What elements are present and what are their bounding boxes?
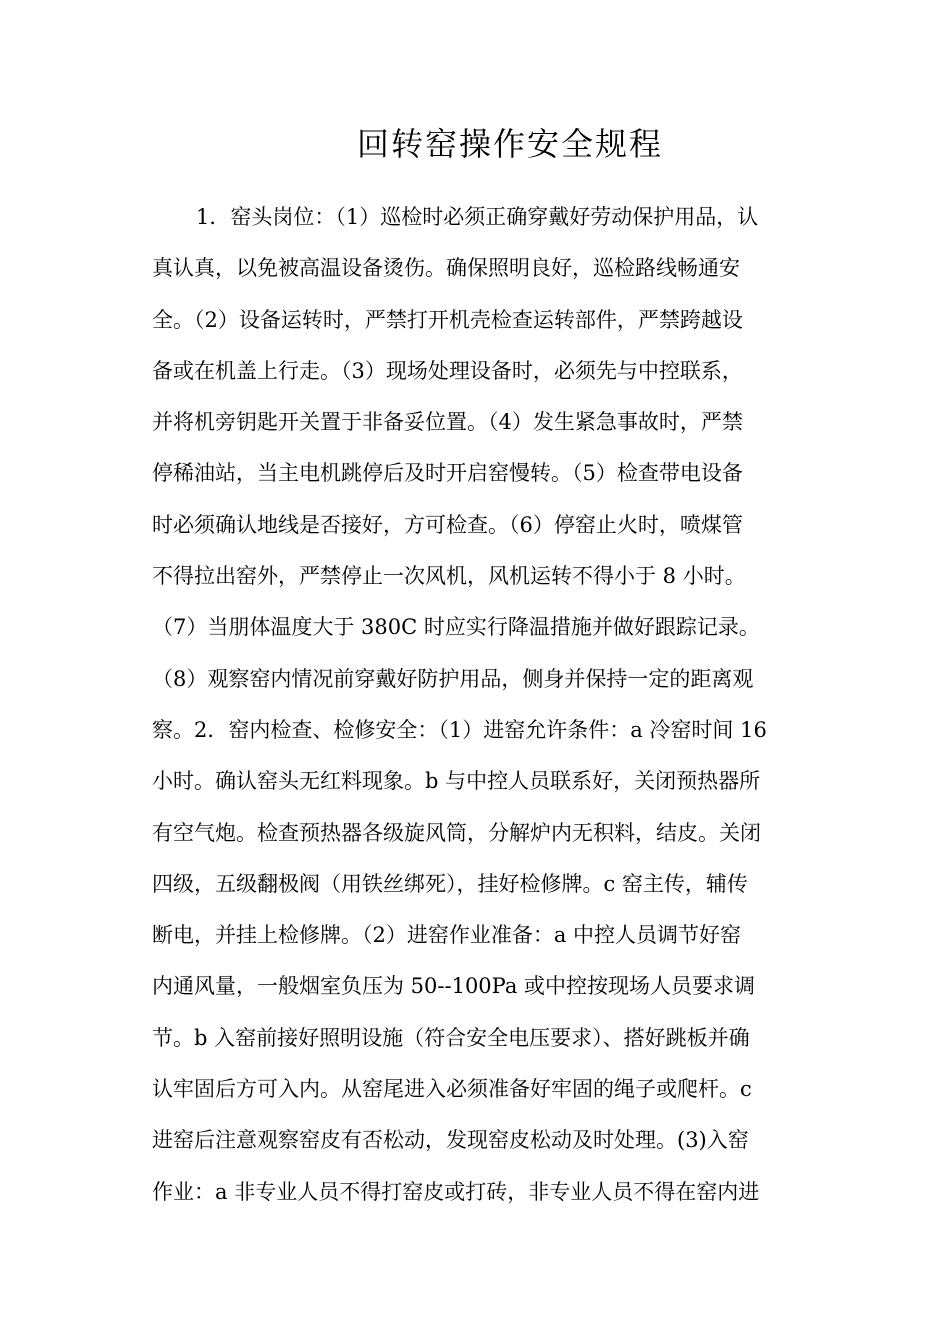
text-line: 进窑后注意观察窑皮有否松动，发现窑皮松动及时处理。(3)入窑 bbox=[152, 1128, 749, 1153]
text-line: 真认真，以免被高温设备烫伤。确保照明良好，巡检路线畅通安 bbox=[152, 256, 740, 281]
text-line: 备或在机盖上行走。（3）现场处理设备时，必须先与中控联系， bbox=[152, 358, 743, 383]
text-line: 察。2．窑内检查、检修安全：（1）进窑允许条件：a 冷窑时间 16 bbox=[152, 717, 767, 742]
text-line: 不得拉出窑外，严禁停止一次风机，风机运转不得小于 8 小时。 bbox=[152, 564, 746, 589]
text-line: 有空气炮。检查预热器各级旋风筒，分解炉内无积料，结皮。关闭 bbox=[152, 820, 761, 845]
text-line: 时必须确认地线是否接好，方可检查。（6）停窑止火时，喷煤管 bbox=[152, 512, 743, 537]
text-line: 全。（2）设备运转时，严禁打开机壳检查运转部件，严禁跨越设 bbox=[152, 307, 743, 332]
text-line: 1．窑头岗位：（1）巡检时必须正确穿戴好劳动保护用品，认 bbox=[196, 205, 759, 229]
document-title: 回转窑操作安全规程 bbox=[356, 125, 663, 163]
text-line: 四级，五级翻极阀（用铁丝绑死），挂好检修牌。c 窑主传，辅传 bbox=[152, 871, 748, 896]
text-line: （7）当朋体温度大于 380C 时应实行降温措施并做好跟踪记录。 bbox=[152, 615, 760, 640]
text-line: 作业：a 非专业人员不得打窑皮或打砖，非专业人员不得在窑内进 bbox=[152, 1179, 760, 1204]
text-line: 认牢固后方可入内。从窑尾进入必须准备好牢固的绳子或爬杆。c bbox=[152, 1077, 752, 1102]
text-line: （8）观察窑内情况前穿戴好防护用品，侧身并保持一定的距离观 bbox=[152, 666, 754, 691]
text-line: 节。b 入窑前接好照明设施（符合安全电压要求）、搭好跳板并确 bbox=[152, 1025, 750, 1050]
text-line: 内通风量，一般烟室负压为 50--100Pa 或中控按现场人员要求调 bbox=[152, 974, 756, 999]
text-line: 并将机旁钥匙开关置于非备妥位置。（4）发生紧急事故时，严禁 bbox=[152, 410, 743, 435]
text-line: 停稀油站，当主电机跳停后及时开启窑慢转。（5）检查带电设备 bbox=[152, 461, 743, 486]
text-line: 断电，并挂上检修牌。（2）进窑作业准备：a 中控人员调节好窑 bbox=[152, 923, 742, 948]
document-body bbox=[152, 192, 802, 1218]
text-line: 小时。确认窑头无红料现象。b 与中控人员联系好，关闭预热器所 bbox=[152, 769, 761, 794]
